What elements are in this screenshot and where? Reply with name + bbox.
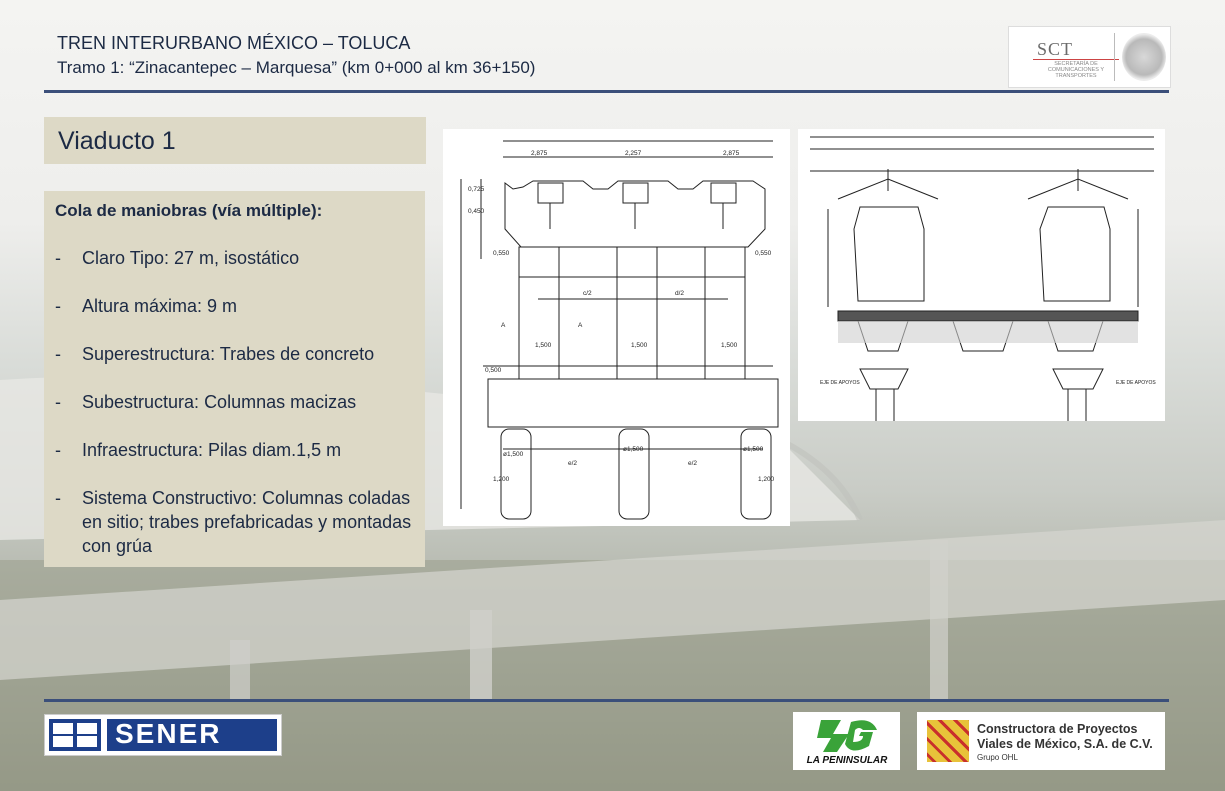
sener-logo-text: SENER xyxy=(115,718,222,749)
dim-label: e/2 xyxy=(568,460,578,467)
axis-label: EJE DE APOYOS xyxy=(820,380,860,386)
dim-label: 1,200 xyxy=(758,476,775,483)
dim-label: ø1,500 xyxy=(623,446,644,453)
dim-label: 0,450 xyxy=(468,208,485,215)
cpv-name-line1: Constructora de Proyectos xyxy=(977,722,1138,736)
sct-logo-tagline: SECRETARÍA DE COMUNICACIONES Y TRANSPORTES xyxy=(1047,61,1105,79)
cpv-logo xyxy=(917,712,1165,770)
dim-label: 1,500 xyxy=(535,342,552,349)
dim-label: 2,875 xyxy=(531,150,548,157)
sener-logo xyxy=(44,714,282,756)
description-heading: Cola de maniobras (vía múltiple): xyxy=(55,201,323,220)
dim-label: 0,500 xyxy=(485,367,502,374)
dim-label: ø1,500 xyxy=(503,451,524,458)
cpv-group: Grupo OHL xyxy=(977,753,1018,762)
dim-label: d/2 xyxy=(675,290,685,297)
la-peninsular-logo xyxy=(793,712,900,770)
dim-label: 2,875 xyxy=(723,150,740,157)
dim-label: 0,725 xyxy=(468,186,485,193)
la-peninsular-text: LA PENINSULAR xyxy=(806,755,888,766)
header-rule xyxy=(44,90,1169,93)
dim-label: 1,500 xyxy=(631,342,648,349)
pier-elevation-drawing xyxy=(443,129,790,526)
dim-label: 2,257 xyxy=(625,150,642,157)
presentation-title: TREN INTERURBANO MÉXICO – TOLUCA xyxy=(57,33,411,53)
section-title: Viaducto 1 xyxy=(58,127,176,155)
mexico-seal-icon xyxy=(1122,33,1166,81)
sct-logo xyxy=(1008,26,1171,88)
sct-logo-divider xyxy=(1033,59,1119,60)
dim-label: 0,550 xyxy=(755,250,772,257)
dim-label: c/2 xyxy=(583,290,592,297)
section-mark: A xyxy=(501,322,506,329)
sct-logo-text: SCT xyxy=(1037,39,1074,59)
cross-section-drawing xyxy=(798,129,1165,421)
axis-label: EJE DE APOYOS xyxy=(1116,380,1156,386)
dim-label: 0,550 xyxy=(493,250,510,257)
description-panel: Cola de maniobras (vía múltiple): - Claro Tipo: 27 m, isostático - Altura máxima: 9 m - Superestructura: Trabes de concreto - Subestructura: Columnas macizas - Infraestructura: Pilas diam.1,5 m - Sistema Constructivo: Columnas coladas en sitio; trabes prefabricadas y montadas con grúa xyxy=(44,191,425,567)
dim-label: 1,500 xyxy=(721,342,738,349)
section-mark: A xyxy=(578,322,583,329)
sct-logo-separator xyxy=(1114,33,1115,81)
footer-rule xyxy=(44,699,1169,702)
presentation-subtitle: Tramo 1: “Zinacantepec – Marquesa” (km 0+000 al km 36+150) xyxy=(57,58,536,77)
section-title-box xyxy=(44,117,426,164)
dim-label: ø1,500 xyxy=(743,446,764,453)
dim-label: e/2 xyxy=(688,460,698,467)
cpv-name-line2: Viales de México, S.A. de C.V. xyxy=(977,737,1153,751)
cpv-logo-mark xyxy=(927,720,969,762)
dim-label: 1,200 xyxy=(493,476,510,483)
